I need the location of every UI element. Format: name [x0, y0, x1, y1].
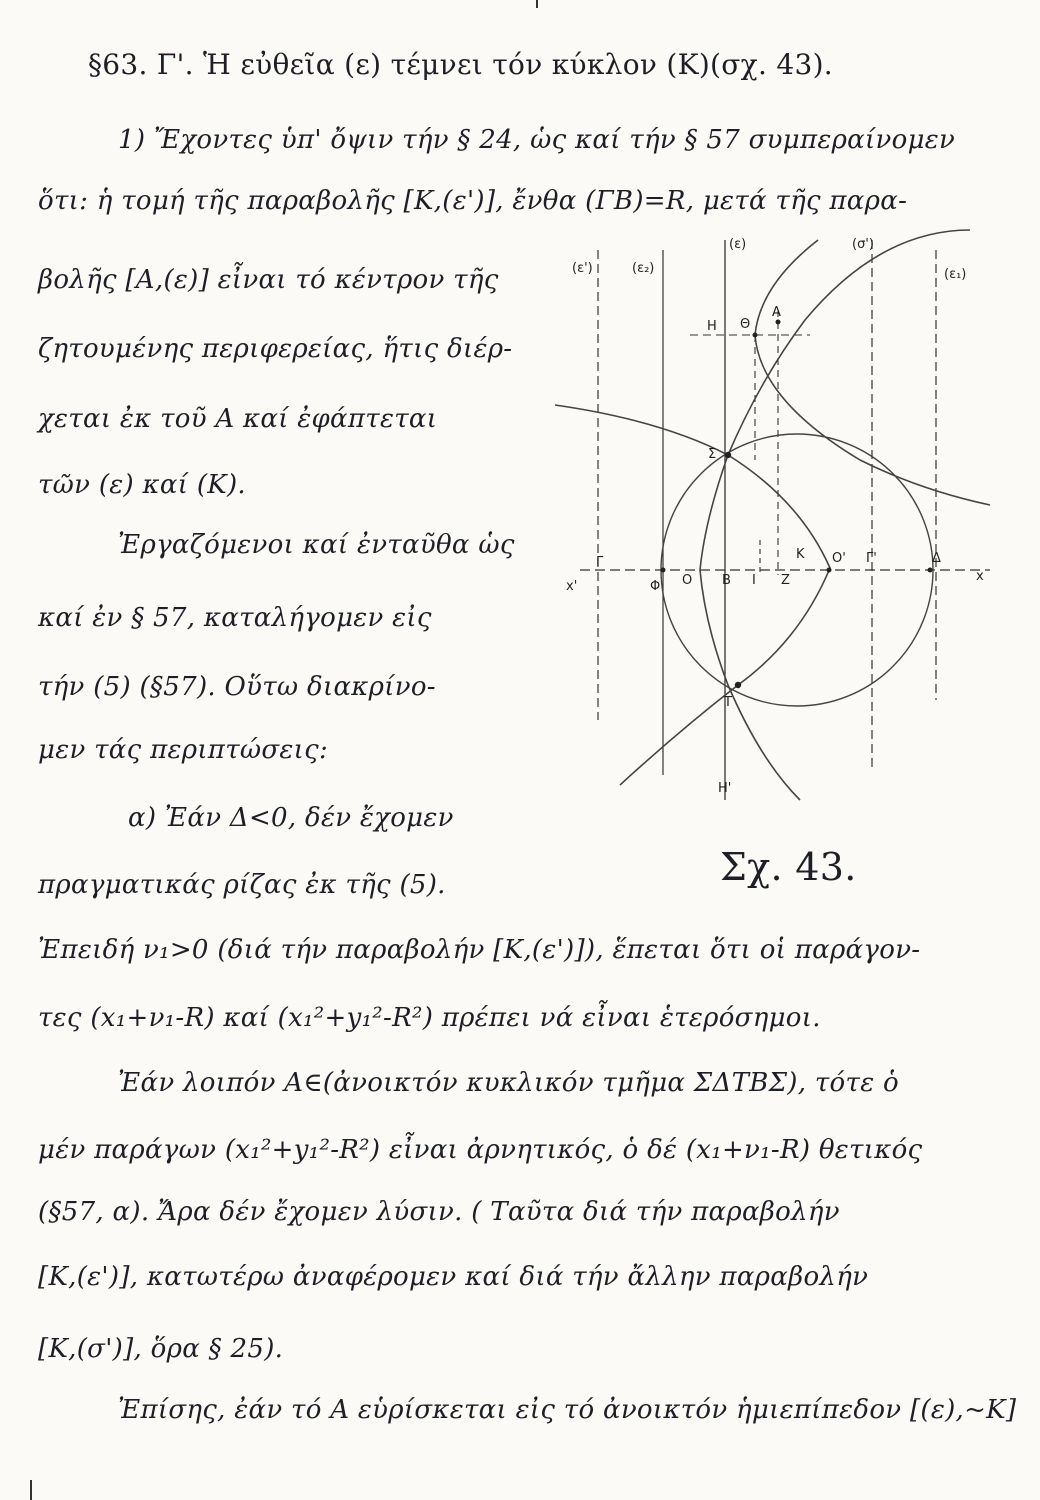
label-h: Η — [707, 319, 717, 334]
label-z: Ζ — [781, 573, 790, 588]
section-heading: §63. Γ'. Ἡ εὐθεῖα (ε) τέμνει τόν κύκλον (Κ)(σχ. 43). — [88, 48, 834, 81]
text-line: μέν παράγων (x₁²+y₁²-R²) εἶναι ἀρνητικός, ὁ δέ (x₁+ν₁-R) θετικός — [38, 1135, 923, 1165]
text-line: α) Ἐάν Δ<0, δέν ἔχομεν — [128, 803, 454, 833]
label-o: Ο — [682, 573, 693, 588]
text-line: Ἐπειδή ν₁>0 (διά τήν παραβολήν [Κ,(ε')]), ἕπεται ὅτι οἱ παράγον- — [38, 935, 921, 965]
point-o-prime — [827, 568, 832, 573]
label-e: (ε) — [729, 237, 747, 252]
point-a — [776, 320, 781, 325]
text-line: Ἐπίσης, ἐάν τό Α εὑρίσκεται εἰς τό ἀνοικτόν ἡμιεπίπεδον [(ε),~Κ] — [118, 1395, 1017, 1425]
point-theta — [753, 333, 758, 338]
text-line: τες (x₁+ν₁-R) καί (x₁²+y₁²-R²) πρέπει νά εἶναι ἑτερόσημοι. — [38, 1003, 821, 1033]
text-line: βολῆς [Α,(ε)] εἶναι τό κέντρον τῆς — [38, 265, 499, 295]
text-line: χεται ἐκ τοῦ Α καί ἐφάπτεται — [38, 404, 438, 434]
text-line: [Κ,(σ')], ὅρα § 25). — [38, 1334, 284, 1364]
label-e-prime: (ε') — [572, 261, 593, 276]
text-line: (§57, α). Ἄρα δέν ἔχομεν λύσιν. ( Ταῦτα διά τήν παραβολήν — [38, 1197, 840, 1227]
page-bottom-mark — [30, 1480, 32, 1500]
label-e2: (ε₂) — [632, 261, 655, 276]
text-line: Ἐάν λοιπόν Α∈(ἀνοικτόν κυκλικόν τμῆμα ΣΔΤΒΣ), τότε ὁ — [118, 1068, 899, 1098]
text-line: 1) Ἔχοντες ὑπ' ὄψιν τήν § 24, ὡς καί τήν § 57 συμπεραίνομεν — [118, 125, 956, 155]
point-delta — [928, 568, 933, 573]
parabola-k-e-prime — [700, 230, 970, 800]
point-sigma — [725, 452, 731, 458]
label-x-prime: x' — [566, 579, 578, 594]
label-x: x — [976, 569, 984, 584]
text-line: καί ἐν § 57, καταλήγομεν εἰς — [38, 603, 432, 633]
text-line: πραγματικάς ρίζας ἐκ τῆς (5). — [38, 870, 446, 900]
label-t: Τ — [724, 695, 732, 710]
text-line: ὅτι: ἡ τομή τῆς παραβολῆς [Κ,(ε')], ἔνθα (ΓΒ)=R, μετά τῆς παρα- — [38, 186, 908, 216]
label-theta: Θ — [740, 317, 751, 332]
text-line: Ἐργαζόμενοι καί ἐνταῦθα ὡς — [118, 530, 515, 560]
label-b: Β — [722, 573, 731, 588]
label-delta: Δ — [932, 551, 941, 566]
label-o-prime: Ο' — [832, 551, 846, 566]
text-line: [Κ,(ε')], κατωτέρω ἀναφέρομεν καί διά τήν ἄλλην παραβολήν — [38, 1262, 869, 1292]
text-line: τήν (5) (§57). Οὕτω διακρίνο- — [38, 672, 436, 702]
figure-caption: Σχ. 43. — [720, 845, 857, 889]
label-phi: Φ — [650, 579, 661, 594]
label-i: Ι — [752, 573, 756, 588]
label-e1: (ε₁) — [944, 267, 967, 282]
point-t — [735, 682, 741, 688]
text-line: τῶν (ε) καί (Κ). — [38, 470, 247, 500]
text-line: μεν τάς περιπτώσεις: — [38, 735, 329, 765]
label-g-prime: Γ' — [866, 551, 877, 566]
parabola-k-sigma-prime — [555, 405, 830, 785]
point-phi — [661, 568, 666, 573]
label-gamma: Γ — [596, 555, 604, 570]
text-line: ζητουμένης περιφερείας, ἥτις διέρ- — [38, 334, 513, 364]
label-h-prime: Η' — [718, 781, 732, 796]
label-sigma-prime: (σ') — [852, 237, 874, 252]
label-sigma: Σ — [708, 447, 717, 462]
label-a: Α — [772, 305, 781, 320]
label-k: Κ — [796, 547, 805, 562]
